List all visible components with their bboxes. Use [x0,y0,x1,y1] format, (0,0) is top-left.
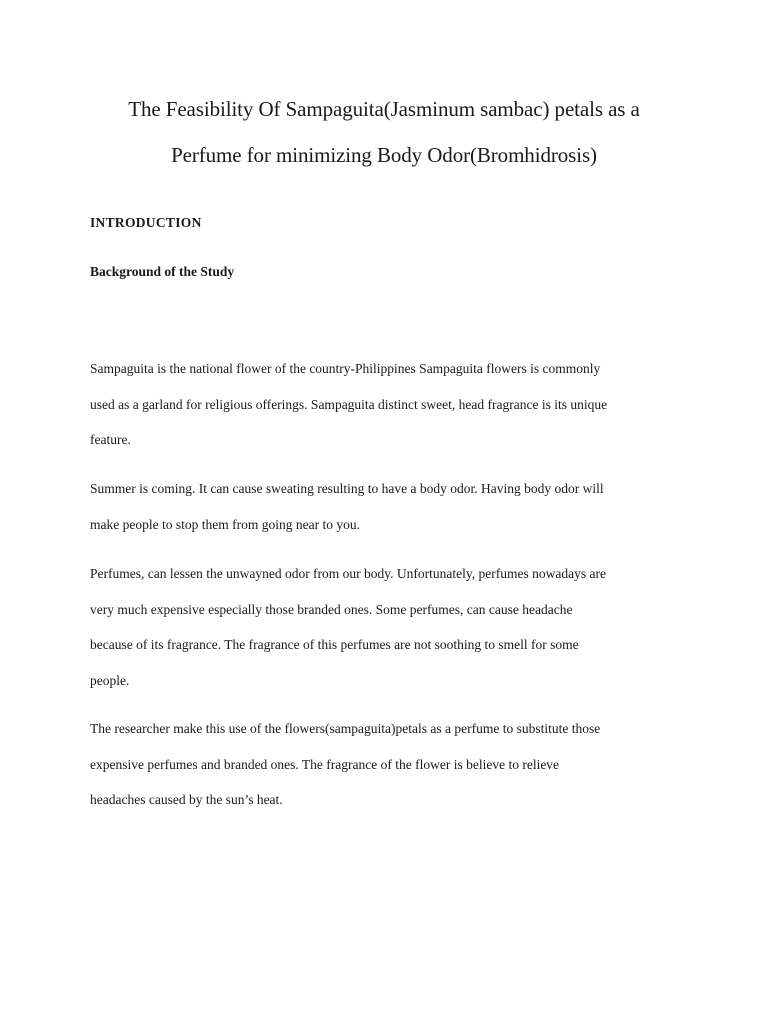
subsection-heading-background: Background of the Study [90,264,235,279]
paragraph-researcher [90,711,690,818]
document-title [60,86,708,178]
paragraph-line: Summer is coming. It can cause sweating resulting to have a body odor. Having body odor will [90,481,604,496]
title-line: Perfume for minimizing Body Odor(Bromhidrosis) [171,143,597,167]
section-heading-introduction: INTRODUCTION [90,215,202,230]
paragraph-line: very much expensive especially those branded ones. Some perfumes, can cause headache [90,601,573,617]
paragraph-line: headaches caused by the sun’s heat. [90,792,283,807]
paragraph-line: The researcher make this use of the flowers(sampaguita)petals as a perfume to substitute those [90,721,601,736]
paragraph-line: feature. [90,432,131,447]
paragraph-line: people. [90,672,130,688]
paragraph-perfumes [90,556,690,698]
paragraph-summer [90,471,690,542]
title-line: The Feasibility Of Sampaguita(Jasminum sambac) petals as a [128,97,640,121]
paragraph-line: make people to stop them from going near to you. [90,516,360,532]
paragraph-line: Perfumes, can lessen the unwayned odor from our body. Unfortunately, perfumes nowadays are [90,566,606,581]
paragraph-sampaguita [90,351,690,458]
paragraph-line: because of its fragrance. The fragrance of this perfumes are not soothing to smell for some [90,637,579,652]
paragraph-line: used as a garland for religious offerings. Sampaguita distinct sweet, head fragrance is its unique [90,396,608,412]
paragraph-line: Sampaguita is the national flower of the country-Philippines Sampaguita flowers is commonly [90,361,601,376]
paragraph-line: expensive perfumes and branded ones. The fragrance of the flower is believe to relieve [90,756,560,772]
